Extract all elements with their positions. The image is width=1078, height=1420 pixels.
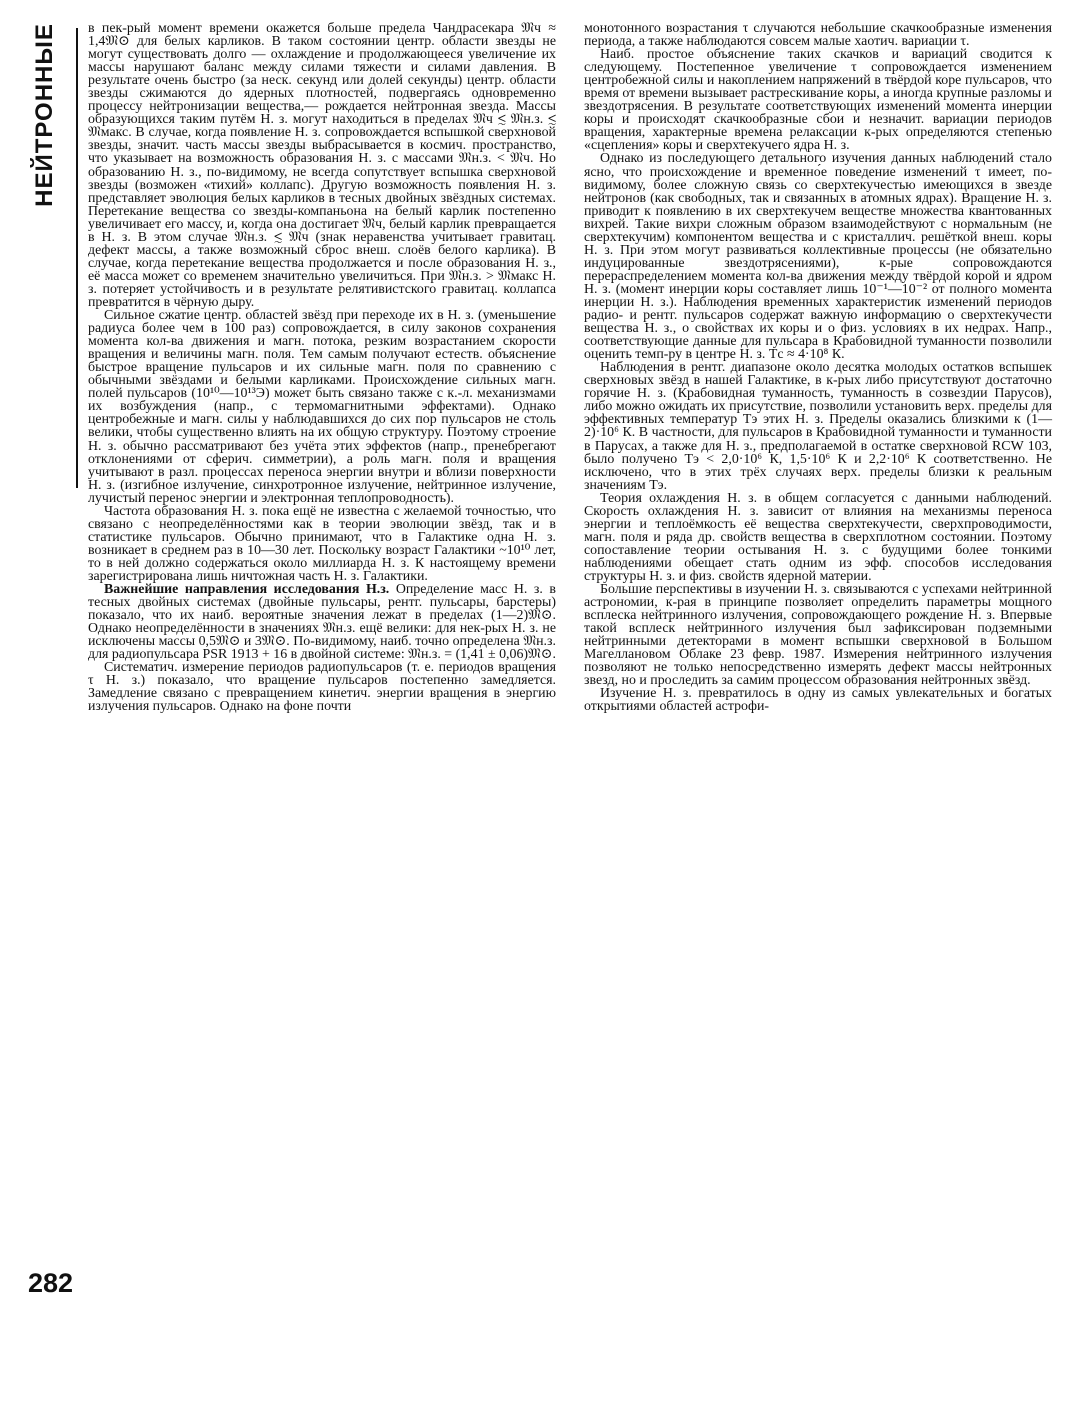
running-head [28,23,62,207]
paragraph: монотонного возрастания τ случаются небольшие скачкообразные изменения периода, а также наблюдаются совсем малые хаотич. вариации τ. [584,21,1052,50]
paragraph: Важнейшие направления исследования Н.з. Определение масс Н. з. в тесных двойных системах (двойные пульсары, рентг. пульсары, барстеры) показало, что их наиб. вероятные значения лежат в пределах (1—2)𝔐⊙. Однако неопределённости в значениях 𝔐н.з. ещё велики: для нек-рых Н. з. не исключены массы 0,5𝔐⊙ и 3𝔐⊙. По-видимому, наиб. точно определена 𝔐н.з. для радиопульсара PSR 1913 + 16 в двойной системе: 𝔐н.з. = (1,41 ± 0,06)𝔐⊙. [88,582,556,663]
paragraph: в пек-рый момент времени окажется больше предела Чандрасекара 𝔐ч ≈ 1,4𝔐⊙ для белых карликов. В таком состоянии центр. области звезды не могут существовать долго — охлаждение и продолжающееся увеличение их массы нарушают баланс между силами тяжести и силами давления. В результате очень быстро (за неск. секунд или долей секунды) центр. области звезды сжимаются до ядерных плотностей, подвергаясь одновременно процессу нейтронизации вещества,— рождается нейтронная звезда. Массы образующихся таким путём Н. з. могут находиться в пределах 𝔐ч ≲ 𝔐н.з. ≲ 𝔐макс. В случае, когда появление Н. з. сопровождается вспышкой сверхновой звезды, значит. часть массы звезды выбрасывается в космич. пространство, что указывает на возможность образования Н. з. с массами 𝔐н.з. < 𝔐ч. Но образованию Н. з., по-видимому, не всегда сопутствует вспышка сверхновой звезды (возможен «тихий» коллапс). Другую возможность появления Н. з. представляет эволюция белых карликов в тесных двойных звёздных системах. Перетекание вещества со звезды-компаньона на белый карлик постепенно увеличивает его массу, и, когда она достигает 𝔐ч, белый карлик превращается в Н. з. В этом случае 𝔐н.з. ≲ 𝔐ч (знак неравенства учитывает гравитац. дефект массы, а также возможный сброс внеш. слоёв белого карлика). В случае, когда перетекание вещества продолжается и после образования Н. з., её масса может со временем значительно увеличиться. При 𝔐н.з. > 𝔐макс Н. з. потеряет устойчивость и в результате релятивистского гравитац. коллапса превратится в чёрную дыру. [88,21,556,310]
paragraph: Большие перспективы в изучении Н. з. связываются с успехами нейтринной астрономии, к-рая в принципе позволяет определить параметры мощного всплеска нейтринного излучения, сопровождающего рождение Н. з. Впервые такой всплеск нейтринного излучения был зафиксирован подземными нейтринными детекторами в момент вспышки сверхновой в Большом Магеллановом Облаке 23 февр. 1987. Измерения нейтринного излучения позволяют не только непосредственно измерять дефект массы нейтронных звезд, но и проследить за самим процессом образования нейтронных звёзд. [584,582,1052,689]
paragraph: Наблюдения в рентг. диапазоне около десятка молодых остатков вспышек сверхновых звёзд в нашей Галактике, в к-рых либо присутствуют достаточно горячие Н. з. (Крабовидная туманность, туманность в созвездии Парусов), либо можно ожидать их присутствие, позволили установить верх. пределы для эффективных температур Tэ этих Н. з. Пределы оказались близкими к (1—2)·10⁶ К. В частности, для пульсаров в Крабовидной туманности и туманности в Парусах, а также для Н. з., предполагаемой в остатке сверхновой RCW 103, было получено Tэ < 2,0·10⁶ К, 1,5·10⁶ К и 2,2·10⁶ К соответственно. Не исключено, что в этих трёх случаях верх. пределы близки к реальным значениям Tэ. [584,360,1052,493]
left-column [88,22,556,713]
paragraph: Наиб. простое объяснение таких скачков и вариаций сводится к следующему. Постепенное увеличение τ сопровождается изменением центробежной силы и накоплением напряжений в твёрдой коре пульсаров, что время от времени вызывает растрескивание коры, а иногда крупные разломы и звездотрясения. В результате соответствующих изменений момента инерции коры и происходят скачкообразные сбои и незначит. вариации периодов вращения, характерные времена релаксации к-рых определяются степенью «сцепления» коры и сверхтекучего ядра Н. з. [584,47,1052,154]
running-head-text: НЕЙТРОННЫЕ [31,23,58,207]
margin-rule [76,28,78,488]
paragraph: Изучение Н. з. превратилось в одну из самых увлекательных и богатых открытиями областей астрофи- [584,686,1052,715]
section-heading: Важнейшие направления исследования Н.з. [104,582,390,598]
right-column [584,22,1052,713]
paragraph: Однако из последующего детального изучения данных наблюдений стало ясно, что происхождение и временно́е поведение изменений τ имеет, по-видимому, более сложную связь со сверхтекучестью имеющихся в звезде нейтронов (как свободных, так и связанных в атомных ядрах). Вращение Н. з. приводит к появлению в их сверхтекучем веществе множества квантованных вихрей. Такие вихри сложным образом взаимодействуют с нормальным (не сверхтекучим) компонентом вещества и с кристаллич. решёткой внеш. коры Н. з. При этом могут развиваться коллективные процессы (не обязательно индуцированные звездотрясениями), к-рые сопровождаются перераспределением момента кол-ва движения между твёрдой корой и ядром Н. з. (момент инерции коры составляет лишь 10⁻¹—10⁻² от полного момента инерции Н. з.). Наблюдения временных характеристик изменений периодов радио- и рентг. пульсаров содержат важную информацию о сверхтекучести вещества Н. з., о свойствах их коры и о физ. условиях в их недрах. Напр., соответствующие данные для пульсара в Крабовидной туманности позволили оценить темп-ру в центре Н. з. Tс ≈ 4·10⁸ К. [584,151,1052,363]
paragraph: Теория охлаждения Н. з. в общем согласуется с данными наблюдений. Скорость охлаждения Н. з. зависит от влияния на механизмы переноса энергии и теплоёмкость её вещества сверхтекучести, сверхпроводимости, магн. поля и ряда др. свойств вещества в сверхплотном состоянии. Поэтому сопоставление теории остывания Н. з. с будущими более тонкими наблюдениями обещает стать одним из эфф. способов исследования структуры Н. з. и физ. свойств ядерной материи. [584,490,1052,584]
page-number: 282 [28,1268,74,1298]
paragraph: Сильное сжатие центр. областей звёзд при переходе их в Н. з. (уменьшение радиуса более чем в 100 раз) сопровождается, в силу законов сохранения момента кол-ва движения и магн. потока, резким возрастанием скорости вращения и величины магн. поля. Тем самым получают естеств. объяснение быстрое вращение пульсаров и их сильные магн. поля по сравнению с обычными звёздами и белыми карликами. Происхождение сильных магн. полей пульсаров (10¹⁰—10¹³Э) может быть связано также с к.-л. механизмами их возбуждения (напр., с термомагнитными эффектами). Однако центробежные и магн. силы у наблюдавшихся до сих пор пульсаров не столь велики, чтобы существенно влиять на их общую структуру. Поэтому строение Н. з. обычно рассматривают без учёта этих эффектов (напр., пренебрегают отклонениями от сферич. симметрии), а роль магн. поля и вращения учитывают в разл. процессах переноса энергии внутри и вблизи поверхности Н. з. (изгибное излучение, синхротронное излучение, нейтринное излучение, лучистый перенос энергии и электронная теплопроводность). [88,308,556,506]
paragraph: Систематич. измерение периодов радиопульсаров (т. е. периодов вращения τ Н. з.) показало, что вращение пульсаров постепенно замедляется. Замедление связано с превращением кинетич. энергии вращения в энергию излучения пульсаров. Однако на фоне почти [88,660,556,715]
paragraph: Частота образования Н. з. пока ещё не известна с желаемой точностью, что связано с неопределённостями как в теории эволюции звёзд, так и в статистике пульсаров. Обычно принимают, что в Галактике одна Н. з. возникает в среднем раз в 10—30 лет. Поскольку возраст Галактики ~10¹⁰ лет, то в ней должно содержаться около миллиарда Н. з. К настоящему времени зарегистрирована лишь ничтожная часть Н. з. Галактики. [88,503,556,584]
